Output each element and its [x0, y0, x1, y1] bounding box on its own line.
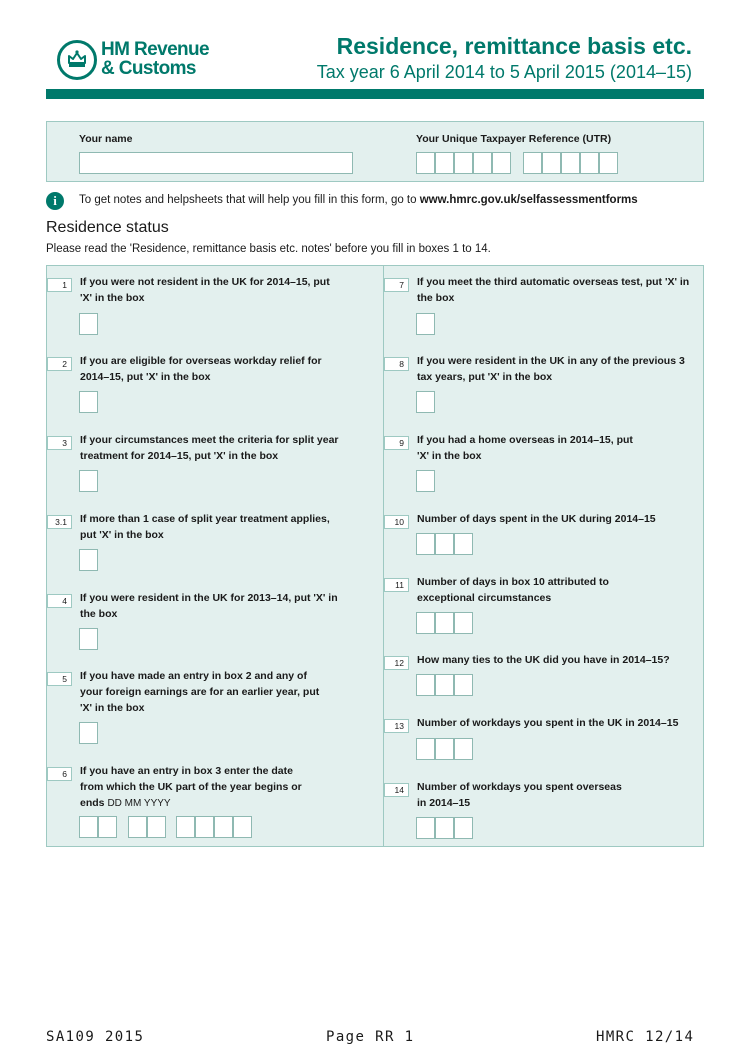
info-icon: i — [46, 192, 64, 210]
utr-digit-box[interactable] — [580, 152, 599, 174]
question-text: If your circumstances meet the criteria for split year treatment for 2014–15, put 'X' in the box — [80, 434, 339, 462]
logo-text-line1: HM Revenue — [101, 39, 210, 60]
box-number: 3 — [47, 436, 72, 450]
question-text: If you had a home overseas in 2014–15, put 'X' in the box — [417, 434, 633, 462]
taxpayer-details-panel — [46, 121, 704, 182]
date-day-box[interactable] — [98, 816, 117, 838]
box-number: 3.1 — [47, 515, 72, 529]
form-reference: SA109 2015 — [46, 1029, 145, 1045]
info-text — [79, 194, 638, 206]
question-text: How many ties to the UK did you have in 2014–15? — [417, 654, 670, 666]
question-text: Number of days in box 10 attributed to exceptional circumstances — [417, 576, 609, 604]
ties-digit-box[interactable] — [416, 674, 435, 696]
days-digit-box[interactable] — [435, 612, 454, 634]
workdays-digit-box[interactable] — [435, 738, 454, 760]
box-number: 9 — [384, 436, 409, 450]
logo-text-line2: & Customs — [101, 58, 196, 79]
page-number: Page RR 1 — [326, 1029, 415, 1045]
days-digit-box[interactable] — [416, 612, 435, 634]
question-text: If you were not resident in the UK for 2014–15, put 'X' in the box — [80, 276, 330, 304]
checkbox-box-2[interactable] — [79, 391, 98, 413]
section-heading: Residence status — [46, 219, 169, 236]
utr-digit-box[interactable] — [561, 152, 580, 174]
question-text: If you meet the third automatic overseas test, put 'X' in the box — [417, 276, 690, 304]
days-digit-box[interactable] — [454, 533, 473, 555]
utr-digit-box[interactable] — [542, 152, 561, 174]
date-year-box[interactable] — [176, 816, 195, 838]
checkbox-box-5[interactable] — [79, 722, 98, 744]
crown-icon — [57, 40, 97, 80]
utr-digit-box[interactable] — [599, 152, 618, 174]
box-number: 5 — [47, 672, 72, 686]
box-number: 2 — [47, 357, 72, 371]
utr-digit-box[interactable] — [416, 152, 435, 174]
utr-digit-box[interactable] — [492, 152, 511, 174]
utr-digit-box[interactable] — [473, 152, 492, 174]
box-number: 8 — [384, 357, 409, 371]
ties-digit-box[interactable] — [435, 674, 454, 696]
section-intro: Please read the 'Residence, remittance basis etc. notes' before you fill in boxes 1 to 14. — [46, 243, 491, 255]
workdays-digit-box[interactable] — [416, 738, 435, 760]
form-title: Residence, remittance basis etc. — [336, 33, 692, 59]
date-month-box[interactable] — [128, 816, 147, 838]
tax-year-subtitle: Tax year 6 April 2014 to 5 April 2015 (2014–15) — [316, 62, 692, 82]
forms-link[interactable]: www.hmrc.gov.uk/selfassessmentforms — [419, 194, 638, 206]
question-text: Number of workdays you spent overseas in 2014–15 — [417, 781, 622, 809]
days-digit-box[interactable] — [416, 533, 435, 555]
box-number: 14 — [384, 783, 409, 797]
date-year-box[interactable] — [195, 816, 214, 838]
question-text: Number of days spent in the UK during 2014–15 — [417, 513, 656, 525]
box-number: 11 — [384, 578, 409, 592]
workdays-digit-box[interactable] — [454, 817, 473, 839]
utr-digit-box[interactable] — [435, 152, 454, 174]
date-format-hint: DD MM YYYY — [107, 798, 171, 809]
checkbox-box-4[interactable] — [79, 628, 98, 650]
question-text — [80, 763, 315, 812]
name-field[interactable] — [79, 152, 353, 174]
box-number: 12 — [384, 656, 409, 670]
checkbox-box-3[interactable] — [79, 470, 98, 492]
utr-label: Your Unique Taxpayer Reference (UTR) — [416, 133, 612, 145]
box-number: 4 — [47, 594, 72, 608]
workdays-digit-box[interactable] — [416, 817, 435, 839]
name-label: Your name — [79, 133, 133, 145]
days-digit-box[interactable] — [435, 533, 454, 555]
checkbox-box-3-1[interactable] — [79, 549, 98, 571]
question-text: If you were resident in the UK for 2013–14, put 'X' in the box — [80, 592, 338, 620]
date-day-box[interactable] — [79, 816, 98, 838]
box-number: 7 — [384, 278, 409, 292]
residence-status-panel — [46, 265, 704, 847]
question-text: If more than 1 case of split year treatment applies, put 'X' in the box — [80, 513, 330, 541]
form-version: HMRC 12/14 — [596, 1029, 695, 1045]
date-year-box[interactable] — [214, 816, 233, 838]
question-6-text: If you have an entry in box 3 enter the date from which the UK part of the year begins or ends — [80, 765, 302, 809]
checkbox-box-8[interactable] — [416, 391, 435, 413]
question-text: If you are eligible for overseas workday relief for 2014–15, put 'X' in the box — [80, 355, 322, 383]
utr-digit-box[interactable] — [523, 152, 542, 174]
box-number: 6 — [47, 767, 72, 781]
workdays-digit-box[interactable] — [454, 738, 473, 760]
date-month-box[interactable] — [147, 816, 166, 838]
date-year-box[interactable] — [233, 816, 252, 838]
workdays-digit-box[interactable] — [435, 817, 454, 839]
days-digit-box[interactable] — [454, 612, 473, 634]
checkbox-box-7[interactable] — [416, 313, 435, 335]
box-number: 13 — [384, 719, 409, 733]
question-text: Number of workdays you spent in the UK in 2014–15 — [417, 717, 679, 729]
column-divider — [383, 266, 384, 846]
box-number: 10 — [384, 515, 409, 529]
checkbox-box-1[interactable] — [79, 313, 98, 335]
question-text: If you have made an entry in box 2 and any of your foreign earnings are for an earlier year, put 'X' in the box — [80, 670, 320, 714]
hmrc-logo — [57, 38, 227, 84]
question-text: If you were resident in the UK in any of the previous 3 tax years, put 'X' in the box — [417, 355, 685, 383]
ties-digit-box[interactable] — [454, 674, 473, 696]
box-number: 1 — [47, 278, 72, 292]
utr-digit-box[interactable] — [454, 152, 473, 174]
checkbox-box-9[interactable] — [416, 470, 435, 492]
info-text-body: To get notes and helpsheets that will help you fill in this form, go to — [79, 194, 420, 206]
header-rule — [46, 89, 704, 99]
